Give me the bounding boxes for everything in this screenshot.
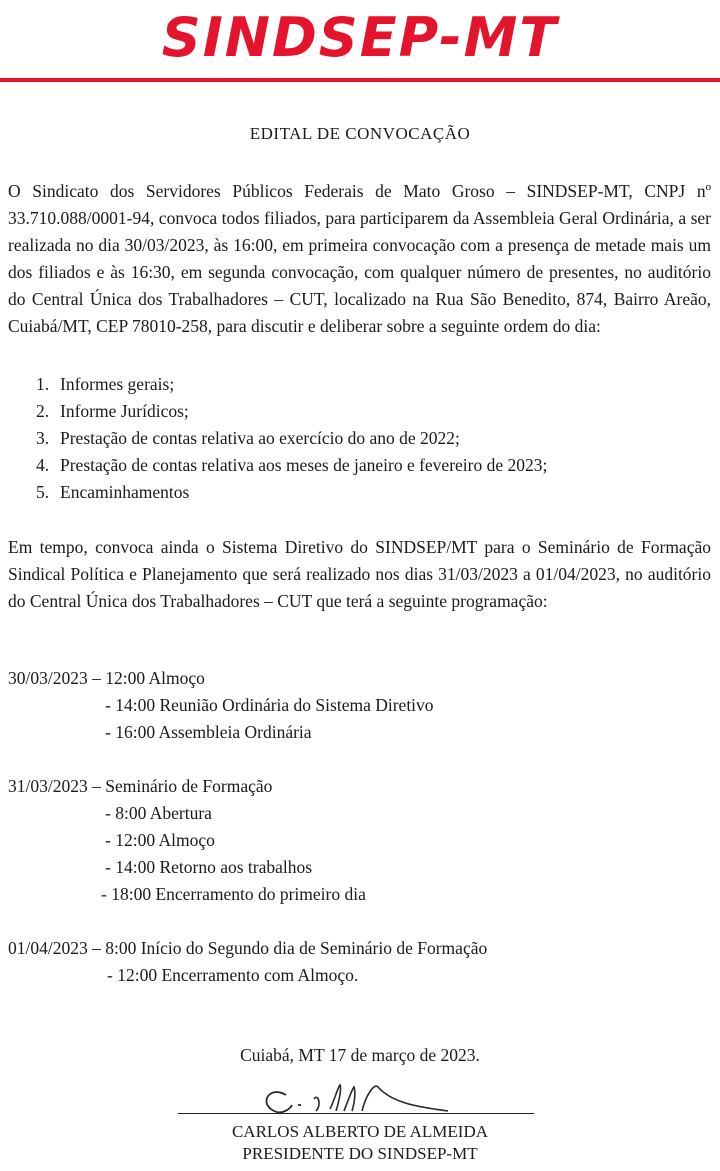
schedule-day2-item: - 18:00 Encerramento do primeiro dia bbox=[101, 884, 366, 904]
schedule-day1-item: - 14:00 Reunião Ordinária do Sistema Diretivo bbox=[105, 695, 434, 715]
letterhead bbox=[0, 0, 720, 90]
signer-name: CARLOS ALBERTO DE ALMEIDA bbox=[231, 1122, 489, 1141]
schedule-day2-item: - 8:00 Abertura bbox=[105, 803, 212, 823]
schedule-day1-first: 30/03/2023 – 12:00 Almoço bbox=[8, 668, 205, 688]
agenda-item: 5. Encaminhamentos bbox=[36, 482, 190, 502]
agenda-item: 4. Prestação de contas relativa aos meses de janeiro e fevereiro de 2023; bbox=[36, 455, 548, 475]
schedule-day3-item: - 12:00 Encerramento com Almoço. bbox=[107, 965, 359, 985]
agenda-item: 1. Informes gerais; bbox=[36, 374, 175, 394]
schedule-day2-item: - 14:00 Retorno aos trabalhos bbox=[105, 857, 313, 877]
document-title: EDITAL DE CONVOCAÇÃO bbox=[249, 124, 471, 143]
schedule-day1-item: - 16:00 Assembleia Ordinária bbox=[105, 722, 312, 742]
sindsep-logo: SINDSEP-MT bbox=[161, 6, 559, 69]
schedule-day2-item: - 12:00 Almoço bbox=[105, 830, 215, 850]
schedule-day3-first: 01/04/2023 – 8:00 Início do Segundo dia de Seminário de Formação bbox=[8, 938, 488, 958]
handwritten-signature bbox=[178, 1075, 534, 1125]
header-red-rule bbox=[0, 78, 720, 82]
signer-role: PRESIDENTE DO SINDSEP-MT bbox=[242, 1144, 478, 1163]
signature-line bbox=[178, 1113, 534, 1114]
schedule-day2-first: 31/03/2023 – Seminário de Formação bbox=[8, 776, 273, 796]
seminar-paragraph: Em tempo, convoca ainda o Sistema Diretivo do SINDSEP/MT para o Seminário de Formação Sindical Política e Planejamento que será realizado nos dias 31/03/2023 a 01/04/2023, no auditório do Central Única dos Trabalhadores – CUT que terá a seguinte programação: bbox=[8, 537, 711, 611]
agenda-item: 2. Informe Jurídicos; bbox=[36, 401, 189, 421]
agenda-item: 3. Prestação de contas relativa ao exercício do ano de 2022; bbox=[36, 428, 460, 448]
intro-paragraph: O Sindicato dos Servidores Públicos Federais de Mato Groso – SINDSEP-MT, CNPJ nº 33.710.088/0001-94, convoca todos filiados, para participarem da Assembleia Geral Ordinária, a ser realizada no dia 30/03/2023, às 16:00, em primeira convocação com a presença de metade mais um dos filiados e às 16:30, em segunda convocação, com qualquer número de presentes, no auditório do Central Única dos Trabalhadores – CUT, localizado na Rua São Benedito, 874, Bairro Areão, Cuiabá/MT, CEP 78010-258, para discutir e deliberar sobre a seguinte ordem do dia: bbox=[8, 181, 711, 336]
agenda-list bbox=[36, 371, 547, 506]
place-date: Cuiabá, MT 17 de março de 2023. bbox=[240, 1045, 480, 1065]
